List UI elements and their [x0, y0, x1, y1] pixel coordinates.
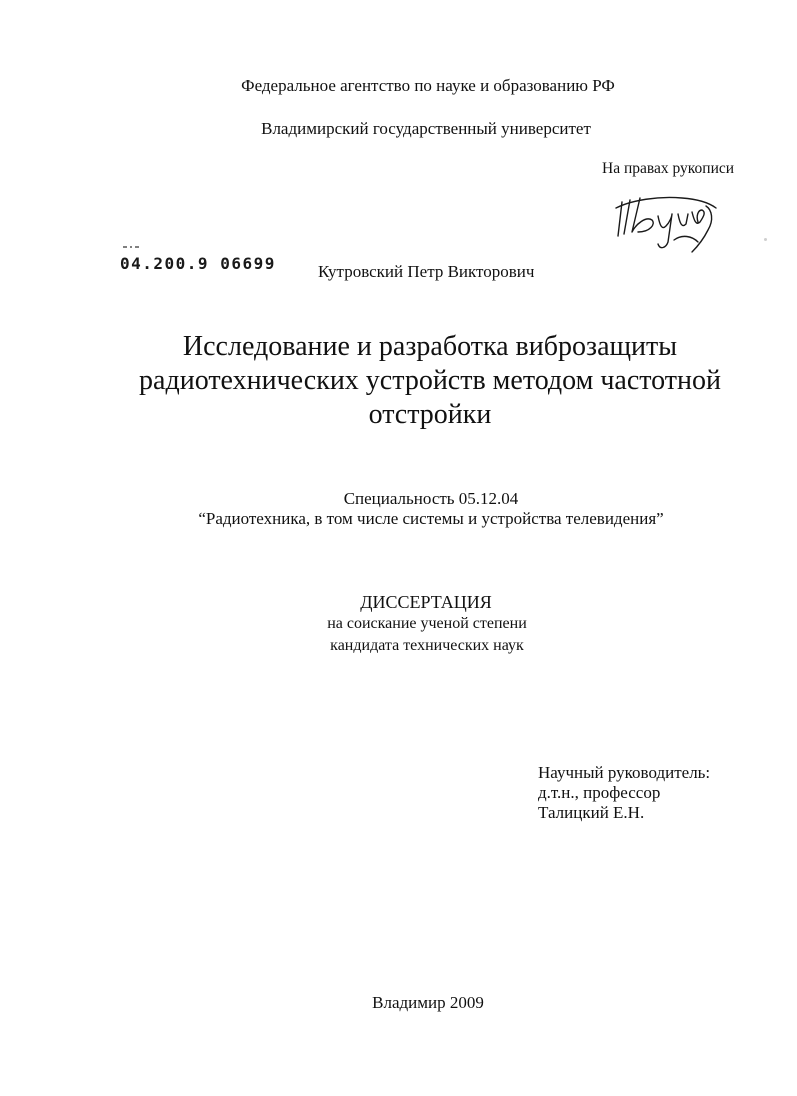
registration-number-marks	[122, 244, 144, 250]
university-name: Владимирский государственный университет	[261, 119, 591, 138]
manuscript-rights-note: На правах рукописи	[602, 160, 735, 177]
city-year: Владимир 2009	[372, 993, 484, 1012]
degree-purpose: на соискание ученой степени	[327, 615, 527, 632]
agency-name: Федеральное агентство по науке и образованию РФ	[241, 76, 615, 95]
degree-name: кандидата технических наук	[330, 637, 524, 654]
specialty-code: Специальность 05.12.04	[343, 489, 519, 508]
registration-number: 04.200.9 06699	[120, 254, 276, 273]
supervisor-name: Талицкий Е.Н.	[538, 803, 645, 822]
specialty-name: “Радиотехника, в том числе системы и устройства телевидения”	[198, 509, 664, 528]
author-signature	[612, 186, 722, 258]
supervisor-label: Научный руководитель:	[538, 763, 711, 782]
scan-speck	[764, 238, 767, 241]
supervisor-degree: д.т.н., профессор	[538, 783, 661, 802]
dissertation-title: Исследование и разработка виброзащиты радиотехнических устройств методом частотной отстройки	[139, 331, 721, 430]
document-type-heading: ДИССЕРТАЦИЯ	[360, 592, 492, 612]
author-name: Кутровский Петр Викторович	[318, 262, 535, 281]
